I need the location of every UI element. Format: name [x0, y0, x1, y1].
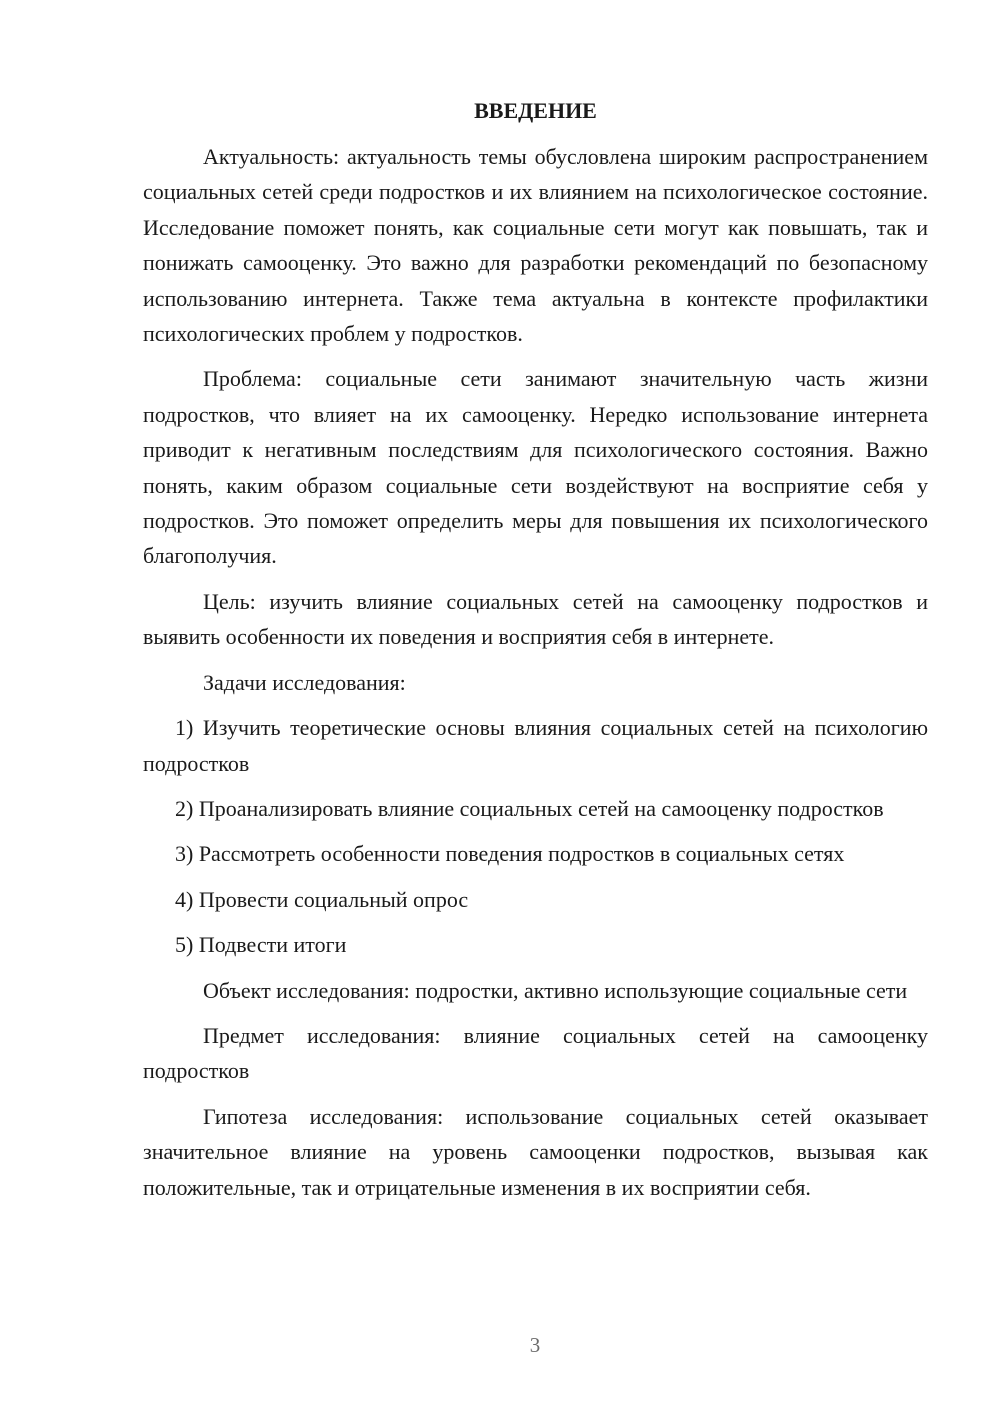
- hypothesis-paragraph: Гипотеза исследования: использование социальных сетей оказывает значительное влияние на уровень самооценки подростков, вызывая как положительные, так и отрицательные изменения в их восприятии себя.: [143, 1103, 928, 1200]
- page-number: 3: [529, 1333, 541, 1357]
- problem-paragraph: Проблема: социальные сети занимают значительную часть жизни подростков, что влияет на их самооценку. Нередко использование интернета приводит к негативным последствиям для психологического состояния. Важно понять, каким образом социальные сети воздействуют на восприятие себя у подростков. Это поможет определить меры для повышения их психологического благополучия.: [143, 366, 928, 569]
- page-title: ВВЕДЕНИЕ: [474, 98, 597, 123]
- tasks-heading: Задачи исследования:: [203, 669, 406, 695]
- relevance-paragraph: Актуальность: актуальность темы обусловлена широким распространением социальных сетей среди подростков и их влиянием на психологическое состояние. Исследование поможет понять, как социальные сети могут как повышать, так и понижать самооценку. Это важно для разработки рекомендаций по безопасному использованию интернета. Также тема актуальна в контексте профилактики психологических проблем у подростков.: [143, 144, 928, 347]
- task-item-2: 2) Проанализировать влияние социальных сетей на самооценку подростков: [175, 795, 884, 821]
- task-item-1: 1) Изучить теоретические основы влияния социальных сетей на психологию подростков: [143, 715, 928, 776]
- subject-paragraph: Предмет исследования: влияние социальных сетей на самооценку подростков: [143, 1022, 928, 1084]
- task-item-5: 5) Подвести итоги: [175, 932, 347, 958]
- goal-paragraph: Цель: изучить влияние социальных сетей на самооценку подростков и выявить особенности их поведения и восприятия себя в интернете.: [143, 588, 928, 650]
- task-item-4: 4) Провести социальный опрос: [175, 886, 469, 912]
- object-paragraph: Объект исследования: подростки, активно использующие социальные сети: [203, 977, 908, 1003]
- page-content: [143, 95, 928, 1215]
- task-item-3: 3) Рассмотреть особенности поведения подростков в социальных сетях: [175, 841, 845, 867]
